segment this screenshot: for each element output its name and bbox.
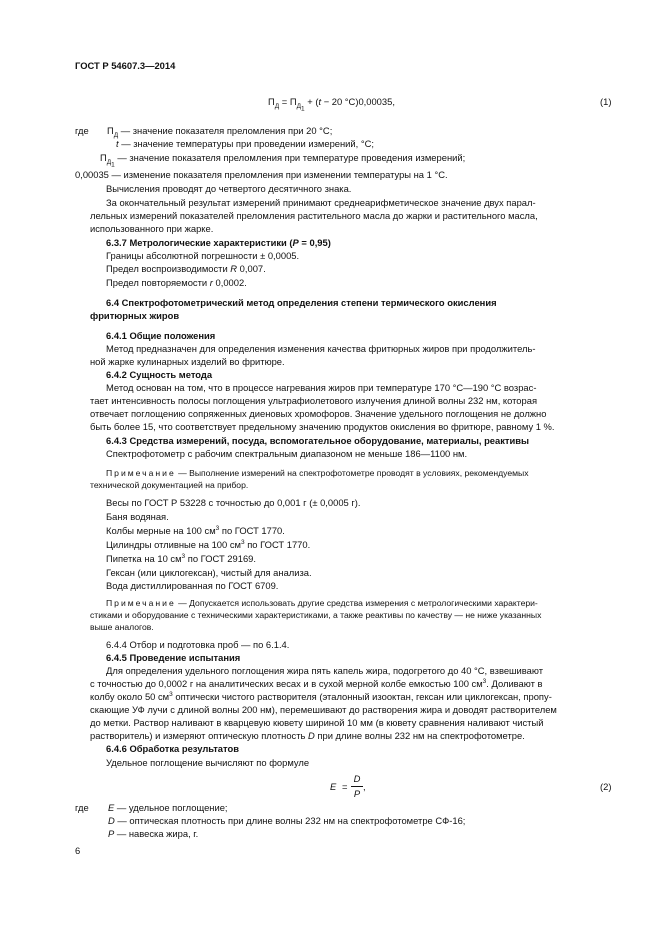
formula-1-symbol2: П <box>289 96 297 107</box>
legend-2-row-1-symbol: E <box>108 802 115 813</box>
section-6-4-5-line-2-a: с точностью до 0,0002 г на аналитических весах и в сухой мерной колбе емкостью 100 см <box>90 678 483 689</box>
formula-1-symbol: П <box>268 96 275 107</box>
formula-1-sub2-index: 1 <box>301 105 305 113</box>
section-6-4-5-line-5: до метки. Раствор наливают в кварцевую кювету шириной 10 мм (в кювету сравнения наливают чистый <box>90 717 544 728</box>
legend-1-row-3-sub: Д <box>106 158 112 166</box>
equipment-item-3-a: Колбы мерные на 100 см <box>106 525 216 536</box>
section-6-3-7-line-2-r: R <box>230 263 238 274</box>
legend-1-row-1-sub: Д <box>113 131 119 139</box>
formula-1-eq: = <box>281 96 288 107</box>
note-2-line-2: стиками и оборудование с техническими характеристиками, а также реактивы по качеству — не ниже указанных <box>90 610 542 620</box>
section-6-4-6-title: 6.4.6 Обработка результатов <box>106 743 239 754</box>
legend-1-row-1-text: — значение показателя преломления при 20 °С; <box>120 125 333 136</box>
legend-2-row-3-symbol: P <box>108 828 115 839</box>
formula-1-plus: + <box>307 96 313 107</box>
section-6-3-7-line-2-b: 0,007. <box>237 263 266 274</box>
formula-1-t: t <box>318 96 322 107</box>
section-6-4-5-line-6 <box>90 730 525 742</box>
section-6-4-5-line-6-b: при длине волны 232 нм на спектрофотометре. <box>314 730 525 741</box>
section-6-3-7-line-3-r: r <box>209 277 213 288</box>
section-6-4-title-line-2: фритюрных жиров <box>90 310 180 321</box>
section-6-4-5-line-6-d: D <box>308 730 315 741</box>
legend-2-row-1 <box>108 802 228 814</box>
equipment-item-4-sup: 3 <box>240 538 245 546</box>
section-6-3-7-line-3-a: Предел повторяемости <box>106 277 210 288</box>
equipment-item-6: Гексан (или циклогексан), чистый для анализа. <box>106 567 312 578</box>
legend-1-row-2-symbol: t <box>116 138 119 149</box>
equipment-item-2: Баня водяная. <box>106 511 169 522</box>
formula-2-comma: , <box>363 781 366 792</box>
section-6-3-7-line-3 <box>106 277 247 289</box>
legend-2-row-3 <box>108 828 198 840</box>
legend-2-row-3-text: — навеска жира, г. <box>116 828 199 839</box>
section-6-4-5-title: 6.4.5 Проведение испытания <box>106 652 241 663</box>
legend-2-row-2-text: — оптическая плотность при длине волны 232 нм на спектрофотометре СФ-16; <box>117 815 466 826</box>
section-6-4-3-title: 6.4.3 Средства измерений, посуда, вспомогательное оборудование, материалы, реактивы <box>106 435 530 446</box>
section-6-4-6-line-1: Удельное поглощение вычисляют по формуле <box>106 757 310 768</box>
paragraph-result-line-3: использованного при жарке. <box>90 223 214 234</box>
section-6-3-7-line-1: Границы абсолютной погрешности ± 0,0005. <box>106 250 300 261</box>
document-header: ГОСТ Р 54607.3—2014 <box>75 60 176 71</box>
section-6-4-3-line-1: Спектрофотометр с рабочим спектральным диапазоном не меньше 186—1100 нм. <box>106 448 468 459</box>
formula-2-eq: = <box>342 781 348 792</box>
section-6-4-1-title: 6.4.1 Общие положения <box>106 330 216 341</box>
note-2-line-1 <box>106 597 538 609</box>
legend-2-row-2-symbol: D <box>108 815 115 826</box>
legend-1-row-3-symbol: П <box>100 152 107 163</box>
section-6-4-1-line-1: Метод предназначен для определения изменения качества фритюрных жиров при продолжитель- <box>106 343 536 354</box>
equipment-item-1: Весы по ГОСТ Р 53228 с точностью до 0,001 г (± 0,0005 г). <box>106 497 361 508</box>
note-1-line-2: технической документацией на прибор. <box>90 480 249 490</box>
section-6-4-5-line-2 <box>90 678 542 690</box>
equipment-item-4-b: по ГОСТ 1770. <box>244 539 311 550</box>
section-6-4-5-line-4: скающие УФ лучи с длиной волны 200 нм), перемешивают до растворения жира и доводят растворителем <box>90 704 557 715</box>
note-2-text: — Допускается использовать другие средства измерения с метрологическими характери- <box>175 598 538 608</box>
section-6-3-7-line-2 <box>106 263 266 275</box>
paragraph-result-line-2: лельных измерений показателей преломления растительного масла до жарки и растительного масла, <box>90 210 538 221</box>
equipment-item-4 <box>106 539 310 551</box>
equipment-item-5-b: по ГОСТ 29169. <box>185 553 256 564</box>
legend-2-row-1-text: — удельное поглощение; <box>116 802 228 813</box>
section-6-4-4: 6.4.4 Отбор и подготовка проб — по 6.1.4. <box>106 639 290 650</box>
section-6-4-1-line-2: ной жарке кулинарных изделий во фритюре. <box>90 356 285 367</box>
section-6-4-5-line-2-sup: 3 <box>482 677 487 685</box>
legend-1 <box>75 125 89 137</box>
section-6-4-5-line-3-a: колбу около 50 см <box>90 691 170 702</box>
equipment-item-5-sup: 3 <box>181 552 186 560</box>
section-6-4-5-line-1: Для определения удельного поглощения жира пять капель жира, подогретого до 40 °С, взвешивают <box>106 665 543 676</box>
section-6-3-7-title-a: 6.3.7 Метрологические характеристики ( <box>106 237 293 248</box>
formula-1-paren: ( <box>315 96 319 107</box>
legend-1-row-2 <box>116 138 374 150</box>
section-6-4-5-line-6-a: растворитель) и измеряют оптическую плотность <box>90 730 309 741</box>
formula-1-sub: Д <box>274 102 280 110</box>
section-6-4-5-line-3-b: оптически чистого растворителя (эталонный изооктан, гексан или циклогексан, пропу- <box>172 691 552 702</box>
equipment-item-3-b: по ГОСТ 1770. <box>219 525 285 536</box>
paragraph-calc: Вычисления проводят до четвертого десятичного знака. <box>106 183 352 194</box>
section-6-4-5-line-3 <box>90 691 552 703</box>
formula-2-e: E <box>330 781 337 792</box>
section-6-4-2-line-2: тает интенсивность полосы поглощения ультрафиолетового излучения длиной волны 232 нм, которая <box>90 395 538 406</box>
section-6-3-7-title-b: = 0,95) <box>298 237 331 248</box>
section-6-4-5-line-3-sup: 3 <box>169 690 173 698</box>
equipment-item-5-a: Пипетка на 10 см <box>106 553 182 564</box>
equipment-item-5 <box>106 553 256 565</box>
formula-1-rest: − 20 °С)0,00035, <box>323 96 395 107</box>
legend-2-row-2 <box>108 815 465 827</box>
equipment-item-4-a: Цилиндры отливные на 100 см <box>106 539 241 550</box>
section-6-3-7-line-2-a: Предел воспроизводимости <box>106 263 231 274</box>
section-6-4-2-line-3: отвечает поглощению сопряженных диеновых хромофоров. Значение удельного поглощения не должно <box>90 408 547 419</box>
page-number: 6 <box>75 845 81 856</box>
legend-1-row-1 <box>107 125 332 137</box>
section-6-4-5-line-2-b: . Доливают в <box>486 678 543 689</box>
section-6-3-7-title-p: P <box>292 237 299 248</box>
paragraph-result-line-1: За окончательный результат измерений принимают среднеарифметическое значение двух парал- <box>106 197 536 208</box>
section-6-3-7-line-3-b: 0,0002. <box>212 277 247 288</box>
formula-2-denominator: P <box>353 788 361 799</box>
legend-2-where: где <box>75 802 89 813</box>
section-6-3-7-title <box>106 237 331 249</box>
section-6-4-title-line-1: 6.4 Спектрофотометрический метод определения степени термического окисления <box>106 297 497 308</box>
legend-1-row-3 <box>100 152 466 169</box>
formula-1-sub2: Д <box>296 102 302 110</box>
note-2-line-3: выше аналогов. <box>90 622 154 632</box>
equipment-item-3 <box>106 525 285 537</box>
legend-1-row-3-text: — значение показателя преломления при температуре проведения измерений; <box>117 152 466 163</box>
formula-1 <box>268 96 395 113</box>
note-1-label: Примечание <box>106 468 176 478</box>
legend-1-row-3-sub2: 1 <box>111 161 115 169</box>
legend-1-row-2-text: — значение температуры при проведении измерений, °С; <box>121 138 374 149</box>
formula-2-numerator: D <box>353 773 361 784</box>
legend-where: где <box>75 125 89 136</box>
note-1-line-1 <box>106 467 529 479</box>
equipment-item-3-sup: 3 <box>215 524 220 532</box>
legend-1-row-4: 0,00035 — изменение показателя преломления при изменении температуры на 1 °С. <box>75 169 448 180</box>
formula-1-number: (1) <box>600 96 612 107</box>
section-6-4-2-line-4: быть более 15, что соответствует предельному значению продуктов окисления во фритюре, равному 1 %. <box>90 421 555 432</box>
formula-2-fraction-bar <box>351 786 363 787</box>
note-1-text: — Выполнение измерений на спектрофотометре проводят в условиях, рекомендуемых <box>175 468 529 478</box>
note-2-label: Примечание <box>106 598 176 608</box>
section-6-4-2-line-1: Метод основан на том, что в процессе нагревания жиров при температуре 170 °С—190 °С возрас- <box>106 382 537 393</box>
equipment-item-7: Вода дистиллированная по ГОСТ 6709. <box>106 580 279 591</box>
formula-2-number: (2) <box>600 781 612 792</box>
section-6-4-2-title: 6.4.2 Сущность метода <box>106 369 213 380</box>
legend-1-row-1-symbol: П <box>107 125 114 136</box>
